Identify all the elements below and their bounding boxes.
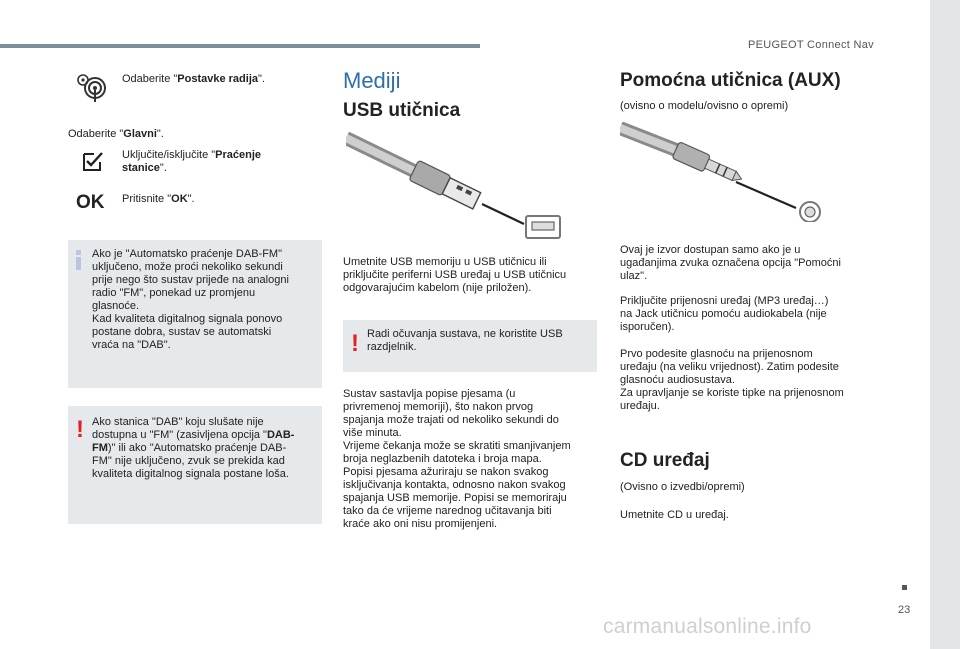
warning-icon: ! xyxy=(76,416,84,443)
continuation-marker xyxy=(902,585,907,590)
ok-icon: OK xyxy=(76,192,105,213)
aux-paragraph-1: Ovaj je izvor dostupan samo ako je u ugađanjima zvuka označena opcija "Pomoćni ulaz". xyxy=(620,244,841,282)
aux-paragraph-2: Priključite prijenosni uređaj (MP3 uređaj…) na Jack utičnicu pomoću audiokabela (nije isporučen). xyxy=(620,295,829,333)
step-press-ok: Pritisnite "OK". xyxy=(122,193,195,205)
radio-settings-icon xyxy=(74,70,110,104)
page-number: 23 xyxy=(898,604,911,616)
warning-text-usb: Radi očuvanja sustava, ne koristite USB razdjelnik. xyxy=(367,328,563,353)
page-side-strip xyxy=(930,0,960,649)
aux-paragraph-3: Prvo podesite glasnoću na prijenosnom uređaju (na veliku vrijednost). Zatim podesite glasnoću audiosustava. Za upravljanje se koriste tipke na prijenosnom uređaju. xyxy=(620,348,844,412)
header-rule xyxy=(0,44,480,48)
jack-plug-illustration xyxy=(620,122,830,222)
cd-instruction: Umetnite CD u uređaj. xyxy=(620,509,729,521)
info-i-icon xyxy=(76,250,84,270)
playlist-info: Sustav sastavlja popise pjesama (u privremenoj memoriji), što nakon prvog spajanja može trajati od nekoliko sekundi do više minuta. Vrijeme čekanja može se skratiti smanjivanjem broja neglazbenih datoteka i broja mapa. Popisi pjesama ažuriraju se nakon svakog isključivanja kontakta, odnosno nakon svakog spajanja USB memorije. Popisi se memoriraju tako da će vrijeme narednog učitavanja biti kraće ako oni nisu promijenjeni. xyxy=(343,388,571,530)
page-header-title: PEUGEOT Connect Nav xyxy=(748,39,874,51)
aux-availability-note: (ovisno o modelu/ovisno o opremi) xyxy=(620,100,789,112)
step-radio-settings: Odaberite "Postavke radija". xyxy=(122,73,265,85)
section-title-media: Mediji xyxy=(343,68,401,93)
usb-title: USB utičnica xyxy=(343,100,461,121)
usb-plug-illustration xyxy=(346,132,570,244)
aux-title: Pomoćna utičnica (AUX) xyxy=(620,70,841,91)
warning-icon: ! xyxy=(351,330,359,357)
info-text-dab: Ako je "Automatsko praćenje DAB-FM" uključeno, može proći nekoliko sekundi prije nego što sustav prijeđe na analogni radio "FM", ponekad uz promjenu glasnoće. Kad kvaliteta digitalnog signala ponovo postane dobra, sustav se automatski vraća na "DAB". xyxy=(92,248,289,351)
step-main: Odaberite "Glavni". xyxy=(68,128,164,140)
step-station-follow: Uključite/isključite "Praćenje stanice". xyxy=(122,149,262,174)
usb-instructions: Umetnite USB memoriju u USB utičnicu ili priključite periferni USB uređaj u USB utičnicu odgovarajućim kabelom (nije priložen). xyxy=(343,256,567,294)
warning-text-dab: Ako stanica "DAB" koju slušate nije dostupna u "FM" (zasivljena opcija "DAB- FM)" ili ako "Automatsko praćenje DAB- FM" nije uključeno, zvuk se prekida kad kvaliteta digitalnog signala postane loša. xyxy=(92,416,295,480)
checkbox-icon xyxy=(82,150,104,172)
cd-availability-note: (Ovisno o izvedbi/opremi) xyxy=(620,481,745,493)
watermark: carmanualsonline.info xyxy=(603,615,812,638)
cd-title: CD uređaj xyxy=(620,450,710,471)
